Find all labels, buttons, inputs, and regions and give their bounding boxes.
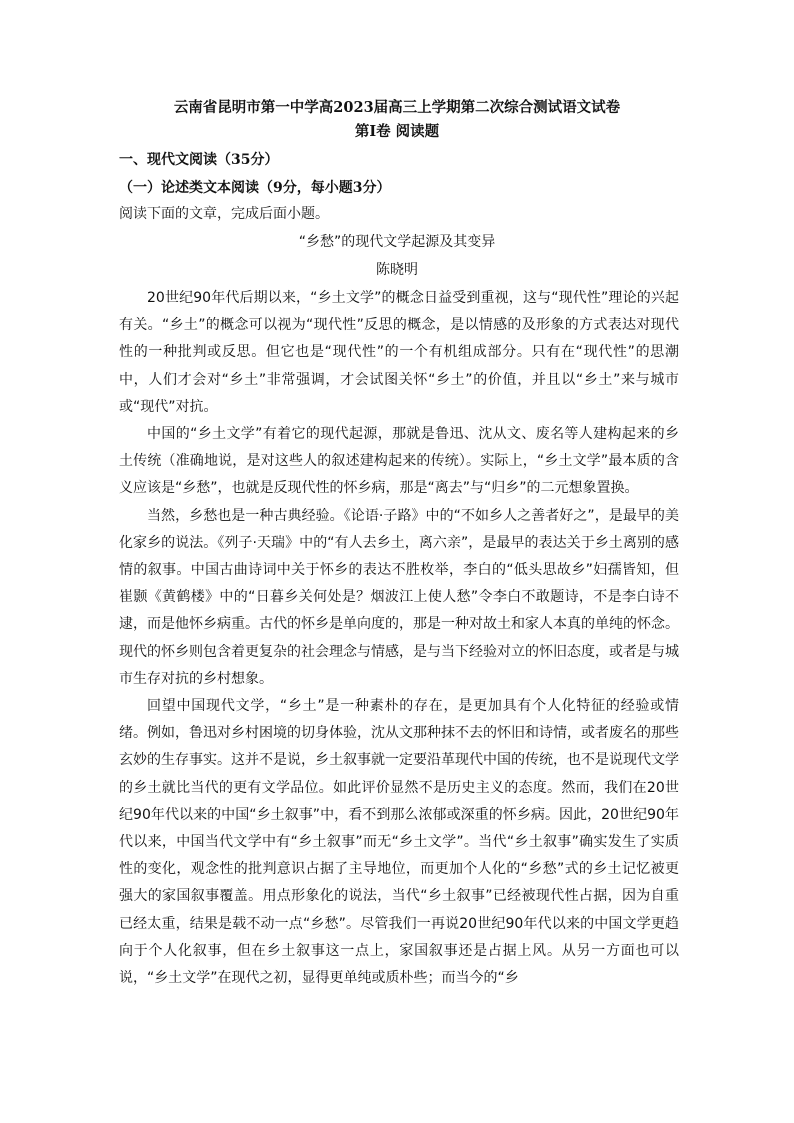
article-paragraph: 回望中国现代文学，“乡土”是一种素朴的存在，是更加具有个人化特征的经验或情绪。例如，鲁迅对乡村困境的切身体验，沈从文那种抹不去的怀旧和诗情，或者废名的那些玄妙的生存事实。这并不是说，乡土叙事就一定要沿革现代中国的传统，也不是说现代文学的乡土就比当代的更有文学品位。如此评价显然不是历史主义的态度。然而，我们在20世纪90年代以来的中国“乡土叙事”中，看不到那么浓郁或深重的怀乡病。因此，20世纪90年代以来，中国当代文学中有“乡土叙事”而无“乡土文学”。当代“乡土叙事”确实发生了实质性的变化，观念性的批判意识占据了主导地位，而更加个人化的“乡愁”式的乡土记忆被更强大的家国叙事覆盖。用点形象化的说法，当代“乡土叙事”已经被现代性占据，因为自重已经太重，结果是载不动一点“乡愁”。尽管我们一再说20世纪90年代以来的中国文学更趋向于个人化叙事，但在乡土叙事这一点上，家国叙事还是占据上风。从另一方面也可以说，“乡土文学”在现代之初，显得更单纯或质朴些；而当今的“乡 bbox=[119, 698, 679, 987]
volume-title: 第Ⅰ卷 阅读题 bbox=[354, 123, 440, 140]
exam-title: 云南省昆明市第一中学高2023届高三上学期第二次综合测试语文试卷 bbox=[173, 99, 621, 116]
article-paragraph: 中国的“乡土文学”有着它的现代起源，那就是鲁迅、沈从文、废名等人建构起来的乡土传统（准确地说，是对这些人的叙述建构起来的传统）。实际上，“乡土文学”最本质的含义应该是“乡愁”，也就是反现代性的怀乡病，那是“离去”与“归乡”的二元想象置换。 bbox=[119, 426, 679, 497]
reading-instruction: 阅读下面的文章，完成后面小题。 bbox=[119, 206, 329, 222]
article-title: “乡愁”的现代文学起源及其变异 bbox=[298, 234, 496, 250]
article-paragraph: 当然，乡愁也是一种古典经验。《论语·子路》中的“不如乡人之善者好之”，是最早的美化家乡的说法。《列子·天瑞》中的“有人去乡土，离六亲”，是最早的表达关于乡土离别的感情的叙事。中国古曲诗词中关于怀乡的表达不胜枚举，李白的“低头思故乡”妇孺皆知，但崔颢《黄鹤楼》中的“日暮乡关何处是？烟波江上使人愁”令李白不敢题诗，不是李白诗不逮，而是他怀乡病重。古代的怀乡是单向度的，那是一种对故土和家人本真的单纯的怀念。现代的怀乡则包含着更复杂的社会理念与情感，是与当下经验对立的怀旧态度，或者是与城市生存对抗的乡村想象。 bbox=[119, 507, 679, 687]
subsection-heading: （一）论述类文本阅读（9分，每小题3分） bbox=[119, 180, 391, 196]
article-body bbox=[119, 285, 679, 992]
article-author: 陈晓明 bbox=[376, 262, 418, 278]
section-heading: 一、现代文阅读（35分） bbox=[119, 152, 279, 168]
article-paragraph: 20世纪90年代后期以来，“乡土文学”的概念日益受到重视，这与“现代性”理论的兴起有关。“乡土”的概念可以视为“现代性”反思的概念，是以情感的及形象的方式表达对现代性的一种批判或反思。但它也是“现代性”的一个有机组成部分。只有在“现代性”的思潮中，人们才会对“乡土”非常强调，才会试图关怀“乡土”的价值，并且以“乡土”来与城市或“现代”对抗。 bbox=[119, 290, 679, 415]
